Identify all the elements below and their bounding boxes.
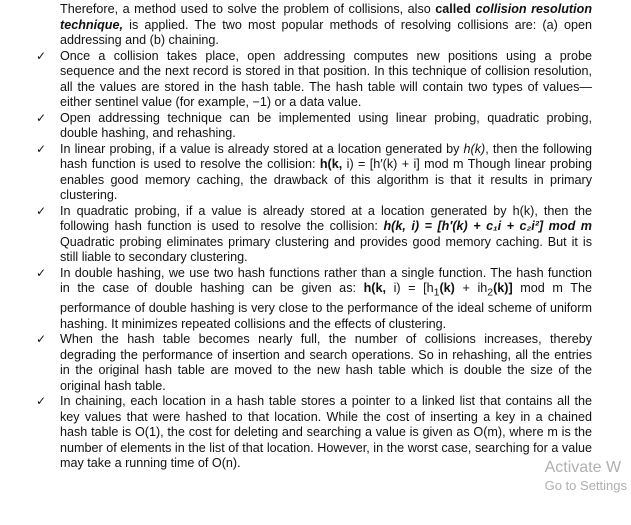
item-text: In chaining, each location in a hash table stores a pointer to a linked list that contains all the key values that were hashed to that location. While the cost of inserting a key in a chained hash table is O(1), the cost for deleting and searching a value is given as O(m), where m is the number of elements in the list of that location. However, in the worst case, searching for a value may take a running time of O(n). [60,394,592,471]
watermark-line1: Activate W [544,459,622,476]
item-text: In quadratic probing, if a value is already stored at a location generated by h(k), then the following hash function is used to resolve the collision: [60,203,592,233]
intro-text: Therefore, a method used to solve the problem of collisions, also [60,2,436,16]
watermark-line2[interactable]: Go to Settings [544,478,627,493]
formula-bold: (k) [439,281,455,295]
intro-paragraph [8,2,592,49]
check-icon: ✓ [36,332,47,347]
document-body [8,2,592,472]
check-icon: ✓ [36,265,47,280]
formula-text: i) = [h [385,281,434,295]
intro-term: collision resolution technique, [60,2,593,32]
formula-text: i) = [h′(k) + i] mod m [342,157,464,171]
list-item [8,204,592,266]
intro-text-end: is applied. The two most popular methods of resolving collisions are: (a) open addressing and (b) chaining. [60,17,592,47]
intro-bold: called [435,2,471,16]
check-icon: ✓ [36,203,47,218]
formula-bold: h(k, i) = [h′(k) + c₁i + c₂i²] mod m [383,219,592,233]
formula-bold: (k)] [493,281,513,295]
activation-watermark [545,459,627,495]
list-item [8,49,592,111]
formula-subscript: 1 [433,286,440,299]
list-item [8,332,592,394]
formula-text: + ih [454,281,488,295]
check-icon: ✓ [36,394,47,409]
item-text: Quadratic probing eliminates primary clustering and provides good memory caching. But it is still liable to secondary clustering. [60,234,592,264]
item-text: In double hashing, we use two hash functions rather than a single function. The hash function in the case of double hashing can be given as: [60,265,592,295]
list-item [8,394,592,472]
check-icon: ✓ [36,110,47,125]
list-item [8,111,592,142]
item-text: Open addressing technique can be implemented using linear probing, quadratic probing, double hashing, and rehashing. [60,110,592,140]
formula-bold: h(k, [319,157,343,171]
item-text: The performance of double hashing is very close to the performance of the ideal scheme of uniform hashing. It minimizes repeated collisions and the effects of clustering. [60,281,592,331]
item-text: In linear probing, if a value is already stored at a location generated by [60,141,464,156]
formula-bold: h(k, [363,281,386,295]
check-icon: ✓ [36,48,47,63]
list-item [8,142,592,204]
formula-subscript: 2 [487,286,494,299]
item-text: When the hash table becomes nearly full, the number of collisions increases, thereby degrading the performance of insertion and search operations. So in rehashing, all the entries in the original hash table are moved to the new hash table which is double the size of the original hash table. [60,332,592,393]
item-italic: h(k) [463,141,486,156]
check-icon: ✓ [36,141,47,156]
item-text: , then the following hash function is used to resolve the collision: [60,141,592,171]
list-item [8,266,592,333]
formula-text: mod m [512,281,563,295]
item-text: Though linear probing enables good memory caching, the drawback of this algorithm is that it results in primary clustering. [60,157,593,202]
item-text: Once a collision takes place, open addressing computes new positions using a probe sequence and the next record is stored in that position. In this technique of collision resolution, all the values are stored in the hash table. The hash table will contain two types of values—either sentinel value (for example, −1) or a data value. [60,48,592,109]
bullet-list [8,49,592,472]
